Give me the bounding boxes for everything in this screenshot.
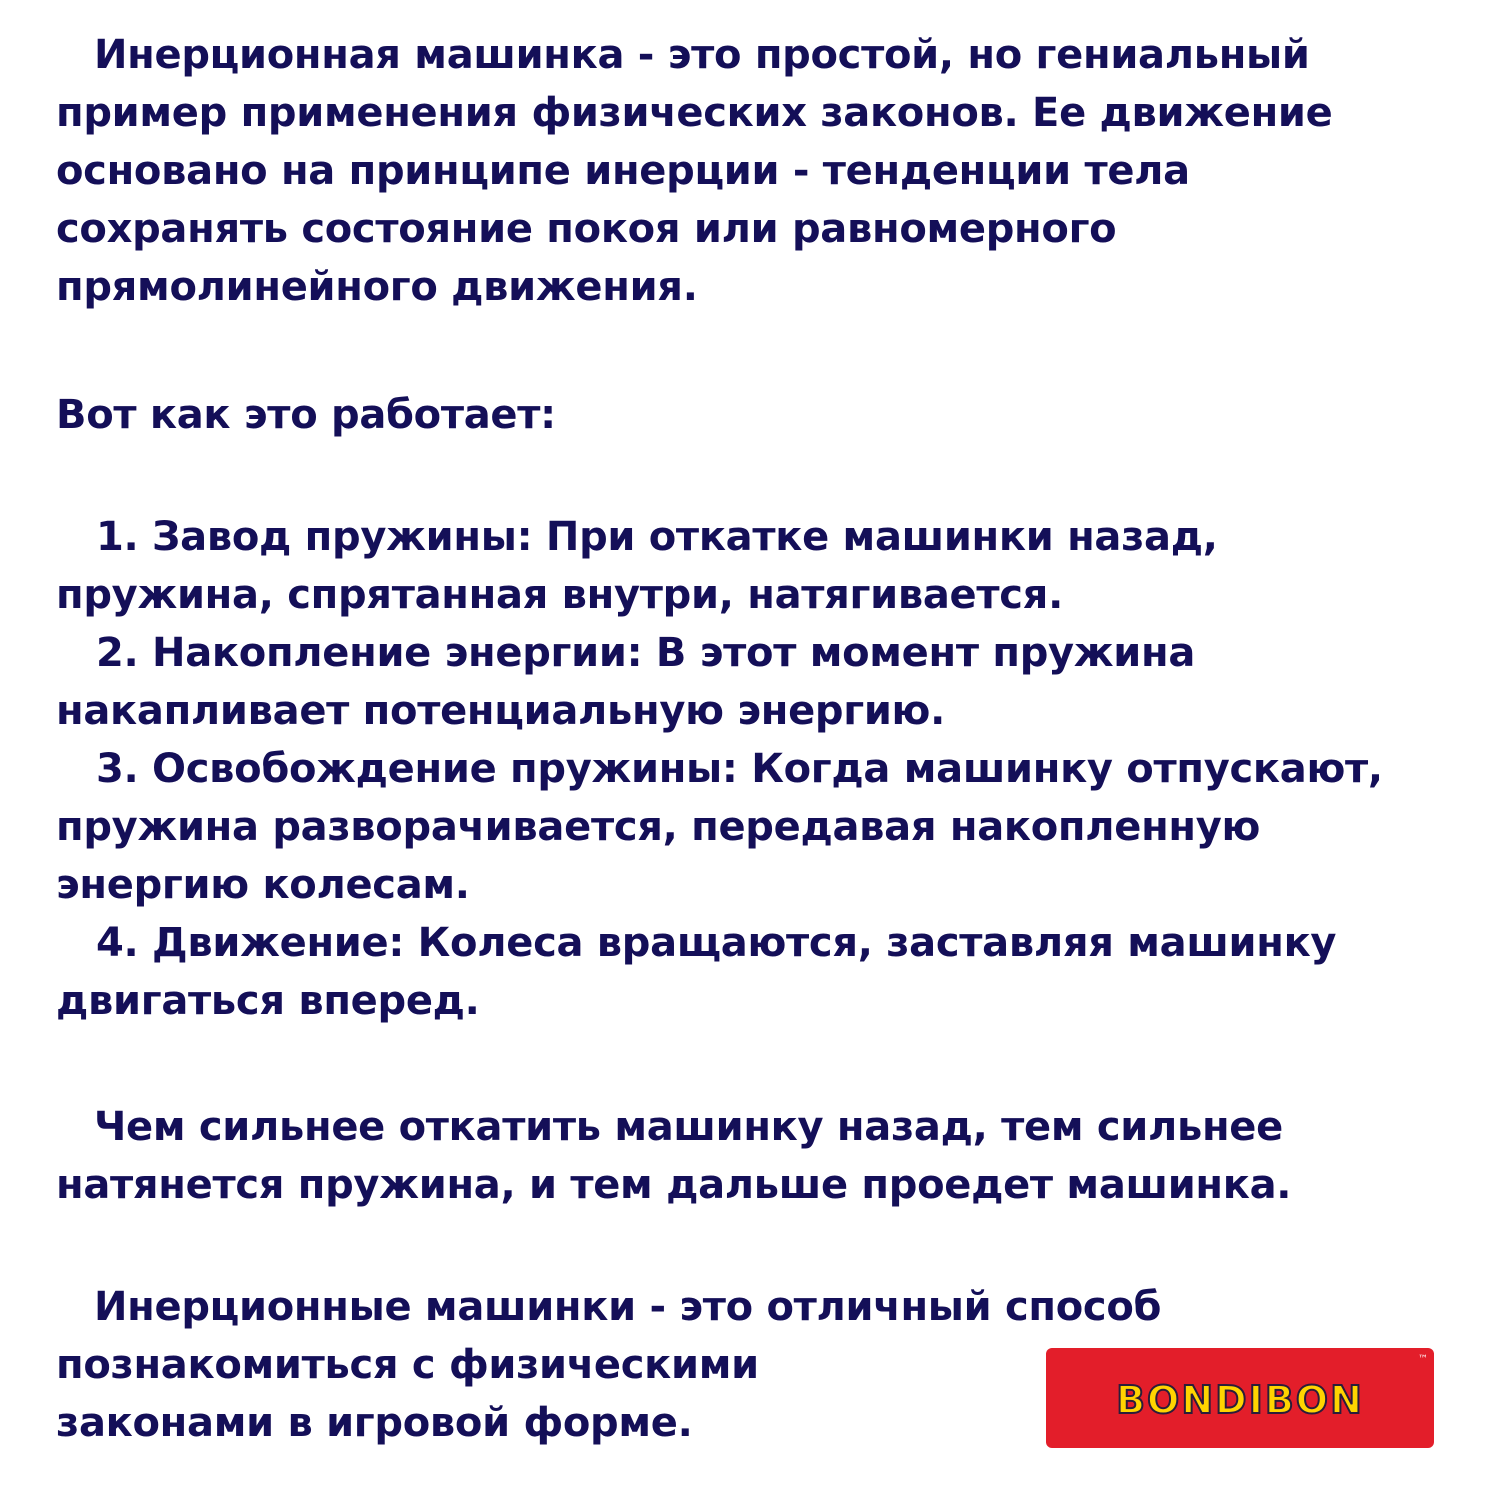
heading-text: Вот как это работает:: [56, 392, 556, 438]
intro-line: пример применения физических законов. Ее движение: [56, 90, 1333, 136]
step-item: [56, 624, 1383, 740]
logo-text: BONDIBON: [1116, 1378, 1364, 1422]
steps-list: [56, 508, 1383, 1030]
intro-line: прямолинейного движения.: [56, 264, 698, 310]
step-line: 2. Накопление энергии: В этот момент пружина: [96, 630, 1196, 676]
how-it-works-heading: [56, 386, 556, 444]
step-line: 4. Движение: Колеса вращаются, заставляя машинку: [96, 920, 1337, 966]
step-line: двигаться вперед.: [56, 978, 480, 1024]
step-item: [56, 508, 1383, 624]
step-line: накапливает потенциальную энергию.: [56, 688, 946, 734]
conclusion-line: Инерционные машинки - это отличный способ: [94, 1284, 1162, 1330]
conclusion-line: познакомиться с физическими: [56, 1342, 759, 1388]
conclusion-line: законами в игровой форме.: [56, 1400, 693, 1446]
intro-line: Инерционная машинка - это простой, но гениальный: [94, 32, 1310, 78]
step-line: энергию колесам.: [56, 862, 470, 908]
trademark-mark: ™: [1418, 1354, 1428, 1365]
note-line: натянется пружина, и тем дальше проедет машинка.: [56, 1162, 1292, 1208]
intro-line: сохранять состояние покоя или равномерного: [56, 206, 1117, 252]
step-line: 3. Освобождение пружины: Когда машинку отпускают,: [96, 746, 1383, 792]
step-line: 1. Завод пружины: При откатке машинки назад,: [96, 514, 1218, 560]
intro-paragraph: [56, 26, 1333, 316]
step-item: [56, 740, 1383, 914]
step-line: пружина разворачивается, передавая накопленную: [56, 804, 1261, 850]
note-line: Чем сильнее откатить машинку назад, тем сильнее: [94, 1104, 1283, 1150]
note-paragraph: [56, 1098, 1291, 1214]
step-item: [56, 914, 1383, 1030]
step-line: пружина, спрятанная внутри, натягивается.: [56, 572, 1063, 618]
conclusion-paragraph: [56, 1278, 1161, 1452]
intro-line: основано на принципе инерции - тенденции тела: [56, 148, 1190, 194]
bondibon-logo: [1046, 1348, 1434, 1448]
